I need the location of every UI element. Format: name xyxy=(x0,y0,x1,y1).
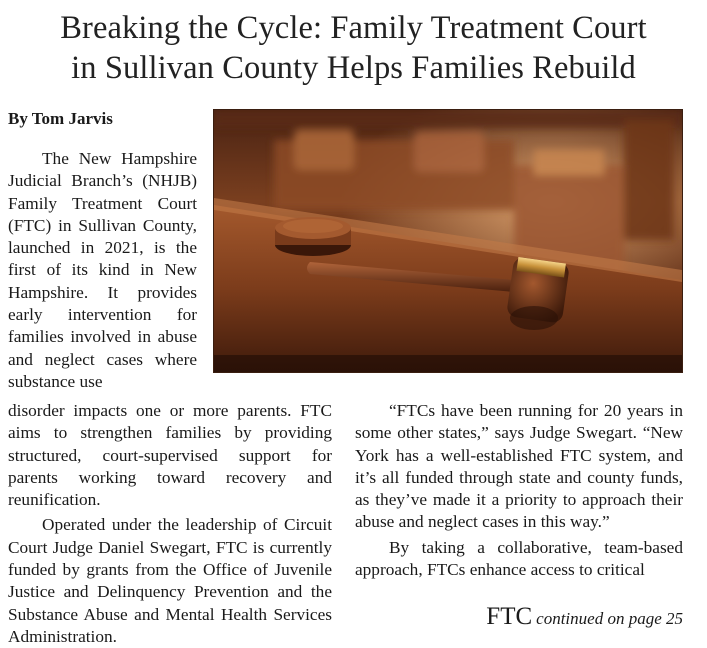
paragraph-4: By taking a collaborative, team-based approach, FTCs enhance access to critical xyxy=(355,537,683,580)
paragraph-1-end: disorder impacts one or more parents. FTC aims to strengthen families by providing structured, court-supervised support for parents working toward recovery and reunification. xyxy=(8,401,332,510)
paragraph-3: “FTCs have been running for 20 years in some other states,” says Judge Swegart. “New York has a well-established FTC system, and it’s all funded through state and county funds, as they’ve made it a priority to approach their abuse and neglect cases in this way.” xyxy=(355,401,683,532)
paragraph-1-start: The New Hampshire Judicial Branch’s (NHJB) Family Treatment Court (FTC) in Sullivan County, launched in 2021, is the first of its kind in New Hampshire. It provides early intervention for families involved in abuse and neglect cases where substance use xyxy=(8,149,197,391)
column-right xyxy=(355,400,683,581)
continued-key: FTC xyxy=(486,603,533,630)
byline: By Tom Jarvis xyxy=(8,109,113,128)
column-left-top xyxy=(8,148,197,393)
article-title-line-1: Breaking the Cycle: Family Treatment Court xyxy=(60,10,647,46)
article-title-line-2: in Sullivan County Helps Families Rebuild xyxy=(71,50,636,86)
column-left-bottom xyxy=(8,400,332,648)
continued-on-page-link[interactable] xyxy=(486,603,683,631)
paragraph-2: Operated under the leadership of Circuit Court Judge Daniel Swegart, FTC is currently funded by grants from the Office of Juvenile Justice and Delinquency Prevention and the Substance Abuse and Mental Health Services Administration. xyxy=(8,515,332,646)
continued-text: continued on page 25 xyxy=(536,609,683,628)
courtroom-gavel-photo xyxy=(213,109,683,373)
article-title xyxy=(0,8,707,88)
